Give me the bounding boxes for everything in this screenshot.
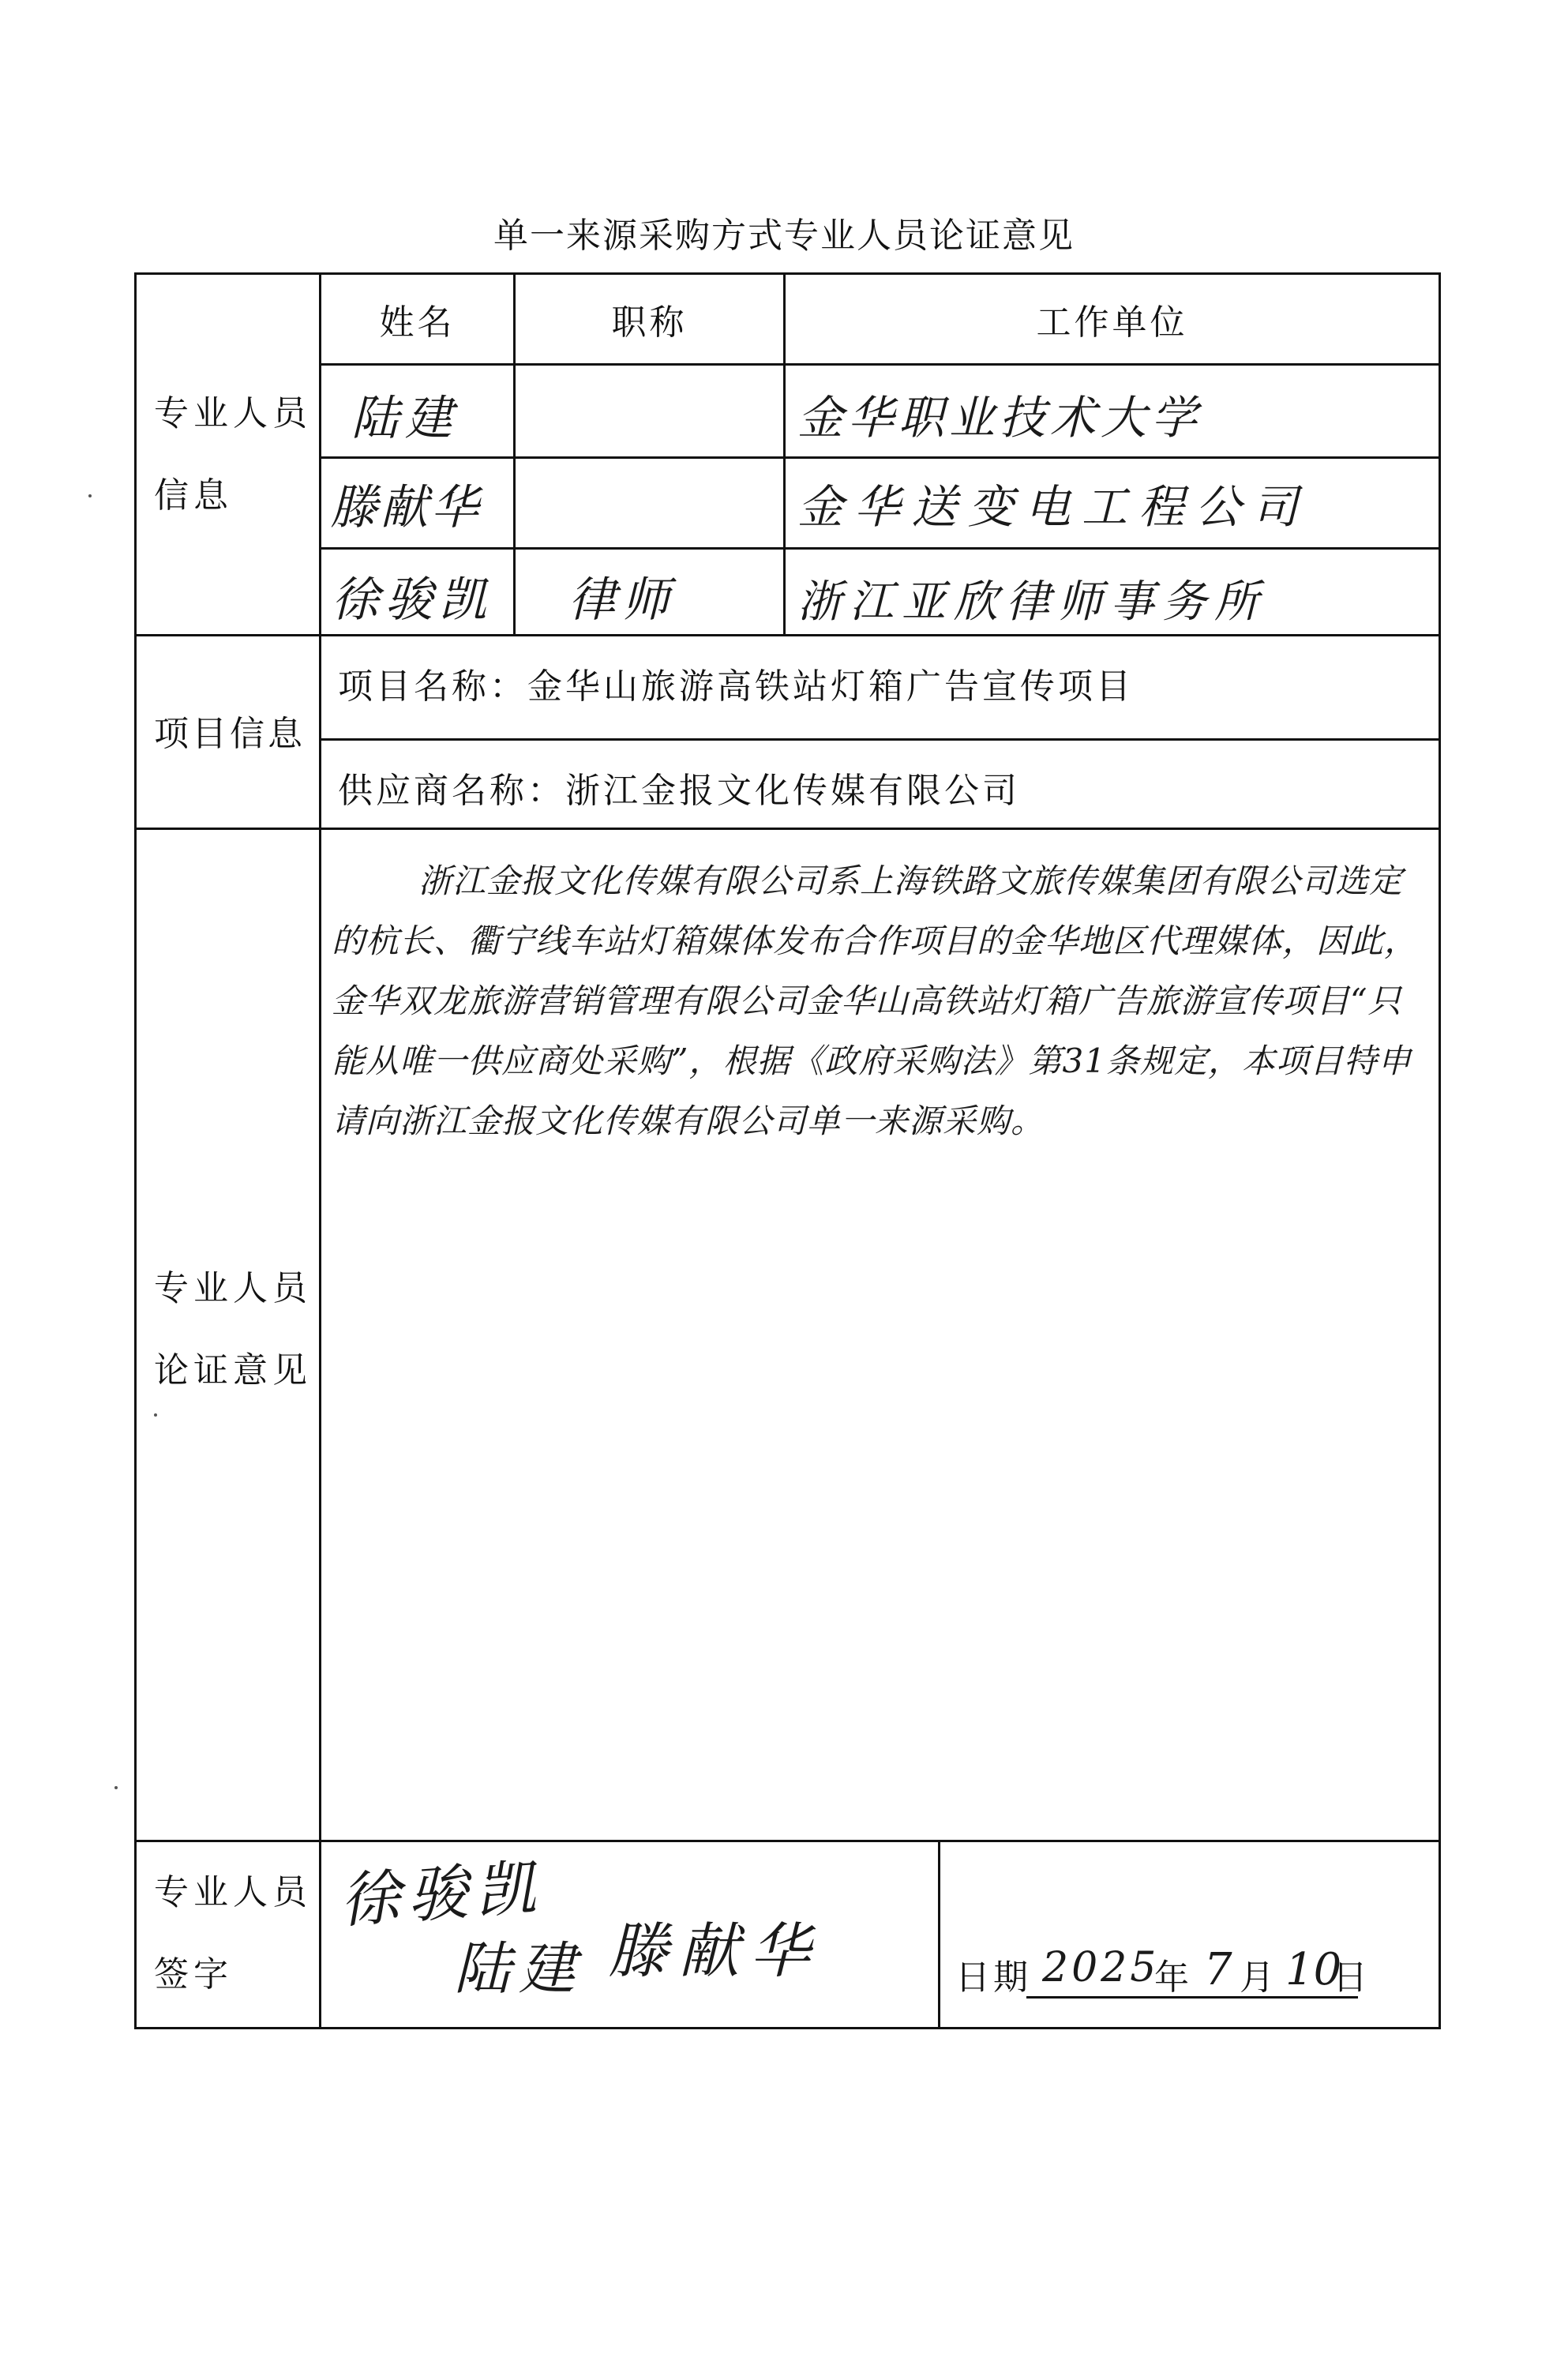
table-right-border [1439,272,1441,2029]
date-label: 日期 [955,1957,1031,1998]
personnel-section-label [154,373,312,537]
opinion-label-line2: 论证意见 [154,1350,312,1391]
scan-speck [88,494,92,497]
opinion-section-bottom [134,1840,1441,1842]
person-1-org: 金华职业技术大学 [797,391,1202,445]
date-year: 2025 [1042,1944,1160,1991]
personnel-row2-divider [319,547,1440,550]
supplier-name-line: 供应商名称：浙江金报文化传媒有限公司 [338,771,1020,811]
date-underline [1026,1996,1358,1999]
personnel-row1-divider [319,456,1440,459]
opinion-text: 浙江金报文化传媒有限公司系上海铁路文旅传媒集团有限公司选定的杭长、衢宁线车站灯箱媒体发布合作项目的金华地区代理媒体，因此，金华双龙旅游营销管理有限公司金华山高铁站灯箱广告旅游宣传项目“只能从唯一供应商处采购”，根据《政府采购法》第31条规定，本项目特申请向浙江金报文化传媒有限公司单一来源采购。 [332,861,1419,1140]
project-name-line: 项目名称：金华山旅游高铁站灯箱广告宣传项目 [338,666,1134,707]
header-name: 姓名 [379,302,456,343]
project-section-label: 项目信息 [154,714,306,754]
project-section-bottom [134,828,1441,830]
document-title: 单一来源采购方式专业人员论证意见 [493,216,1075,256]
person-2-name: 滕献华 [330,480,482,535]
signature-section-label [154,1852,312,2016]
personnel-section-bottom [134,634,1441,636]
signature-label-line1: 专业人员 [154,1872,312,1912]
table-left-border [134,272,137,2029]
date-month: 7 [1204,1944,1232,1995]
date-day-unit: 日 [1333,1957,1371,1998]
scan-speck [114,1786,118,1789]
opinion-section-label [154,1248,312,1412]
person-2-org: 金华送变电工程公司 [797,480,1310,534]
personnel-label-line1: 专业人员 [154,393,312,433]
signature-teng-xianhua: 滕献华 [608,1916,821,1986]
person-3-org: 浙江亚欣律师事务所 [797,576,1266,628]
person-3-name: 徐骏凯 [332,572,493,628]
table-bottom-border [134,2027,1441,2029]
person-3-title: 律师 [568,572,676,628]
opinion-label-line1: 专业人员 [154,1268,312,1308]
scan-speck [154,1413,157,1417]
person-1-name: 陆建 [351,391,459,446]
personnel-label-line2: 信息 [154,475,233,516]
personnel-header-divider [319,363,1440,366]
project-row-divider [319,738,1440,741]
header-title: 职称 [611,302,688,343]
header-org: 工作单位 [1036,302,1188,343]
signature-date-divider [938,1840,940,2029]
date-day: 10 [1285,1944,1342,1995]
signature-label-line2: 签字 [154,1954,233,1995]
date-month-unit: 月 [1240,1957,1277,1998]
label-column-divider [319,272,321,2029]
signature-xu-junkai: 徐骏凯 [337,1852,546,1936]
date-year-unit: 年 [1154,1957,1192,1998]
signature-lu-jian: 陆建 [454,1935,584,2002]
